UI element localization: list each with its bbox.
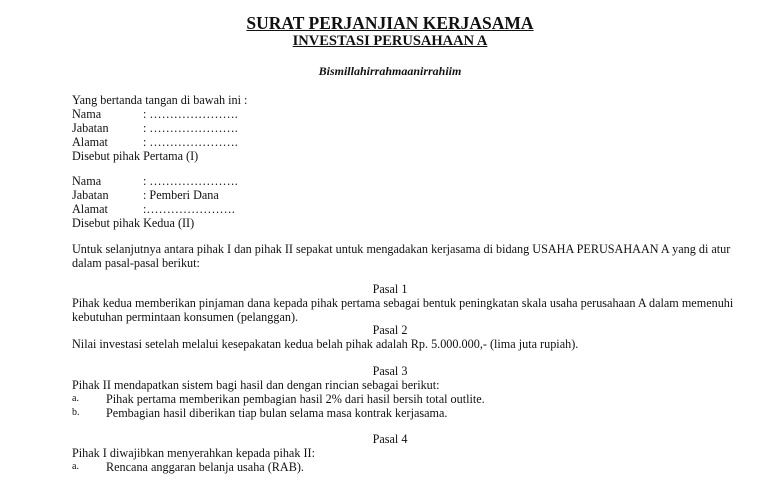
intro-line: Yang bertanda tangan di bawah ini : — [72, 93, 248, 107]
pasal-2-heading: Pasal 2 — [372, 323, 408, 337]
party2-name-label: Nama — [72, 174, 102, 188]
party1-name-value: : …………………. — [143, 107, 238, 121]
pasal-3-text: Pihak II mendapatkan sistem bagi hasil dan dengan rincian sebagai berikut: — [72, 378, 440, 392]
pasal-4-heading: Pasal 4 — [372, 432, 408, 446]
agreement-line: Untuk selanjutnya antara pihak I dan pihak II sepakat untuk mengadakan kerjasama di bidang USAHA PERUSAHAAN A yang di atur — [72, 242, 731, 256]
party1-position-value: : …………………. — [143, 121, 238, 135]
list-marker: a. — [72, 461, 79, 472]
pasal-3-heading: Pasal 3 — [372, 364, 408, 378]
pasal-1-text: Pihak kedua memberikan pinjaman dana kepada pihak pertama sebagai bentuk peningkatan skala usaha perusahaan A dalam memenuhi — [72, 296, 734, 310]
pasal-2-text: Nilai investasi setelah melalui kesepakatan kedua belah pihak adalah Rp. 5.000.000,- (lima juta rupiah). — [72, 337, 579, 351]
document-title: SURAT PERJANJIAN KERJASAMA — [246, 13, 534, 33]
bismillah-line: Bismillahirrahmaanirrahiim — [318, 64, 462, 78]
party2-position-label: Jabatan — [72, 188, 109, 202]
pasal-3-item: Pembagian hasil diberikan tiap bulan selama masa kontrak kerjasama. — [106, 406, 448, 420]
pasal-3-item: Pihak pertama memberikan pembagian hasil 2% dari hasil bersih total outlite. — [106, 392, 485, 406]
pasal-4-item: Rencana anggaran belanja usaha (RAB). — [106, 460, 304, 474]
pasal-4-text: Pihak I diwajibkan menyerahkan kepada pihak II: — [72, 446, 315, 460]
party1-address-label: Alamat — [72, 135, 108, 149]
list-marker: a. — [72, 393, 79, 404]
party1-position-label: Jabatan — [72, 121, 109, 135]
document-subtitle: INVESTASI PERUSAHAAN A — [292, 33, 488, 49]
party1-name-label: Nama — [72, 107, 102, 121]
party2-address-value: :…………………. — [143, 202, 235, 216]
pasal-1-heading: Pasal 1 — [372, 282, 408, 296]
party2-designation: Disebut pihak Kedua (II) — [72, 216, 195, 230]
agreement-line: dalam pasal-pasal berikut: — [72, 256, 200, 270]
party2-address-label: Alamat — [72, 202, 108, 216]
party1-address-value: : …………………. — [143, 135, 238, 149]
party1-designation: Disebut pihak Pertama (I) — [72, 149, 199, 163]
pasal-1-text: kebutuhan permintaan konsumen (pelanggan). — [72, 310, 299, 324]
party2-position-value: : Pemberi Dana — [143, 188, 219, 202]
party2-name-value: : …………………. — [143, 174, 238, 188]
list-marker: b. — [72, 407, 80, 418]
